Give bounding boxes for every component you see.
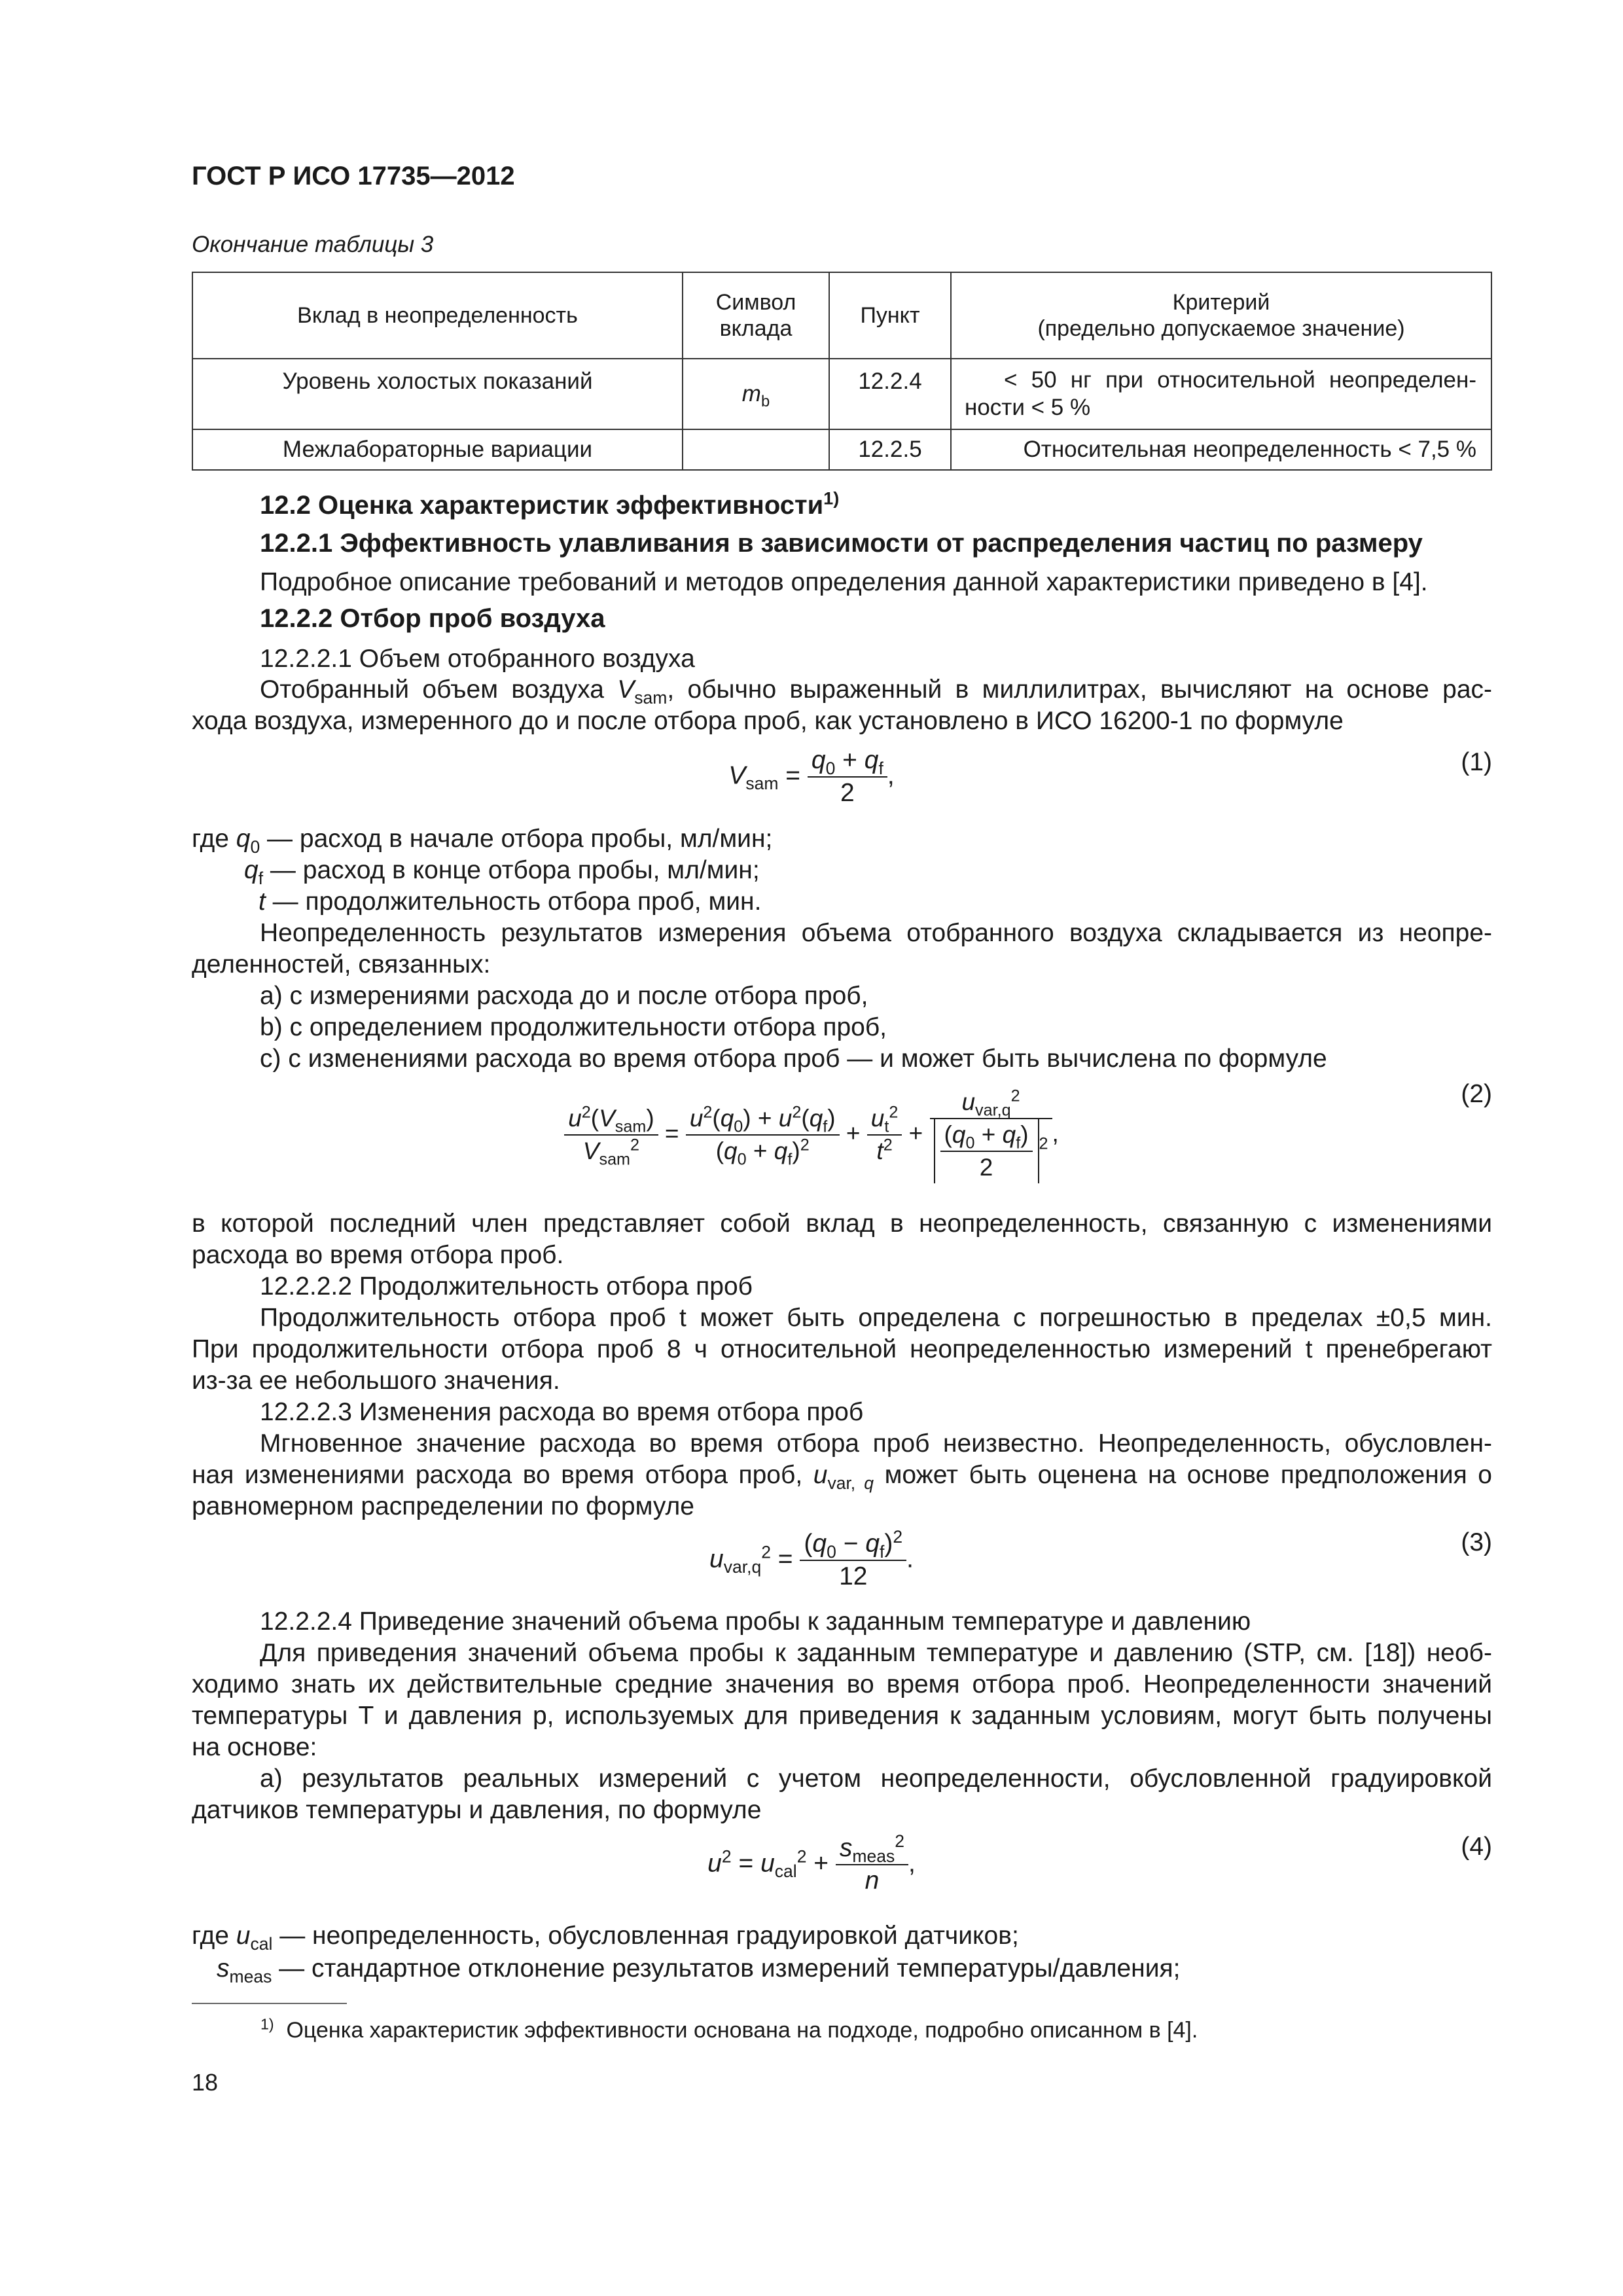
- cell-criterion: Относительная неопределенность < 7,5 %: [951, 429, 1491, 470]
- subheading-12-2-2-3: 12.2.2.3 Изменения расхода во время отбора проб: [260, 1398, 864, 1426]
- table-header-symbol: Символ вклада: [683, 272, 829, 359]
- cell-contribution: Межлабораторные вариации: [192, 429, 683, 470]
- cell-clause: 12.2.4: [829, 359, 951, 429]
- paragraph: в которой последний член представляет собой вклад в неопределенность, связанную с изменениями: [192, 1210, 1492, 1238]
- heading-12-2-1: 12.2.1 Эффективность улавливания в зависимости от распределения частиц по размеру: [260, 529, 1423, 558]
- cell-contribution: Уровень холостых показаний: [192, 359, 683, 429]
- subheading-12-2-2-1: 12.2.2.1 Объем отобранного воздуха: [260, 645, 695, 673]
- formula-3: $u_{var,q}^2$ = $\frac{(q_0 - q_f)^2}{12}$ .: [709, 1527, 914, 1590]
- subheading-12-2-2-4: 12.2.2.4 Приведение значений объема пробы к заданным температуре и давлению: [260, 1607, 1251, 1636]
- paragraph: равномерном распределении по формуле: [192, 1492, 694, 1520]
- paragraph: расхода во время отбора проб.: [192, 1241, 564, 1269]
- uncertainty-table: [192, 272, 1492, 471]
- where-q0: где $q_0$ — расход в начале отбора пробы, мл/мин;: [192, 825, 773, 857]
- table-header-clause: Пункт: [829, 272, 951, 359]
- table-row: [192, 359, 1491, 429]
- formula-2: $u^2(V_{sam})$ $V_{sam}^2$ = $\frac{u^2(q_0) + u^2(q_f)}{(q_0 + q_f)^2}$ + $\frac{u_t^2}{t^2}$ + $u_{var,q}^2$ $\frac{(q_0 + q_f)}{2}$ $^2$ ,: [0, 1086, 1623, 1183]
- paragraph: ная изменениями расхода во время отбора проб, $u_{var, q}$ может быть оценена на основе предположения о: [192, 1461, 1492, 1493]
- table-header-criterion: Критерий (предельно допускаемое значение): [951, 272, 1491, 359]
- footnote: $^{1)}$ Оценка характеристик эффективности основана на подходе, подробно описанном в [4].: [260, 2015, 1198, 2043]
- equation-number: (4): [1461, 1833, 1492, 1861]
- list-item: b) с определением продолжительности отбора проб,: [260, 1013, 887, 1041]
- paragraph: Для приведения значений объема пробы к заданным температуре и давлению (STP, см. [18]) необ-: [260, 1639, 1492, 1667]
- table-row: [192, 429, 1491, 470]
- paragraph: из-за ее небольшого значения.: [192, 1367, 560, 1395]
- list-item: c) с изменениями расхода во время отбора проб — и может быть вычислена по формуле: [260, 1045, 1327, 1073]
- table-header-contribution: Вклад в неопределенность: [192, 272, 683, 359]
- paragraph: Отобранный объем воздуха $V_{sam}$, обычно выраженный в миллилитрах, вычисляют на основе рас-: [260, 675, 1492, 708]
- formula-4: $u^2 = u_{cal}^2$ + $s_{meas}^2$ n ,: [707, 1831, 916, 1895]
- paragraph: Мгновенное значение расхода во время отбора проб неизвестно. Неопределенность, обусловлен-: [260, 1429, 1492, 1458]
- standard-header: ГОСТ Р ИСО 17735—2012: [192, 162, 515, 190]
- where-qf: $q_f$ — расход в конце отбора пробы, мл/мин;: [244, 856, 760, 888]
- equation-number: (2): [1461, 1080, 1492, 1108]
- list-item: a) с измерениями расхода до и после отбора проб,: [260, 982, 868, 1010]
- paragraph: датчиков температуры и давления, по формуле: [192, 1796, 762, 1824]
- equation-number: (3): [1461, 1528, 1492, 1556]
- paragraph: Подробное описание требований и методов определения данной характеристики приведено в [4].: [260, 568, 1428, 596]
- footnote-divider: [192, 2003, 347, 2004]
- where-ucal: где $u_{cal}$ — неопределенность, обусловленная градуировкой датчиков;: [192, 1922, 1019, 1954]
- heading-12-2-2: 12.2.2 Отбор проб воздуха: [260, 604, 605, 633]
- cell-clause: 12.2.5: [829, 429, 951, 470]
- cell-symbol: [683, 429, 829, 470]
- where-smeas: $s_{meas}$ — стандартное отклонение результатов измерений температуры/давления;: [217, 1954, 1181, 1986]
- table-caption: Окончание таблицы 3: [192, 232, 434, 257]
- paragraph: деленностей, связанных:: [192, 950, 491, 978]
- heading-12-2: 12.2 Оценка характеристик эффективности$^{1)}$: [260, 488, 840, 520]
- list-item: a) результатов реальных измерений с учетом неопределенности, обусловленной градуировкой: [260, 1765, 1492, 1793]
- cell-criterion: < 50 нг при относительной неопределен- ности < 5 %: [951, 359, 1491, 429]
- equation-number: (1): [1461, 748, 1492, 776]
- paragraph: Продолжительность отбора проб t может быть определена с погрешностью в пределах ±0,5 мин.: [260, 1304, 1492, 1332]
- paragraph: хода воздуха, измеренного до и после отбора проб, как установлено в ИСО 16200-1 по формуле: [192, 707, 1344, 735]
- cell-symbol: $m_b$: [683, 359, 829, 429]
- paragraph: температуры T и давления p, используемых для приведения к заданным условиям, могут быть получены: [192, 1702, 1492, 1730]
- paragraph: Неопределенность результатов измерения объема отобранного воздуха складывается из неопре-: [260, 919, 1492, 947]
- paragraph: ходимо знать их действительные средние значения во время отбора проб. Неопределенности значений: [192, 1670, 1492, 1698]
- paragraph: на основе:: [192, 1733, 317, 1761]
- where-t: t — продолжительность отбора проб, мин.: [259, 888, 762, 916]
- subheading-12-2-2-2: 12.2.2.2 Продолжительность отбора проб: [260, 1272, 753, 1300]
- page-number: 18: [192, 2069, 219, 2096]
- paragraph: При продолжительности отбора проб 8 ч относительной неопределенностью измерений t пренебрегают: [192, 1335, 1492, 1363]
- formula-1: $V_{sam}$ = $\frac{q_0 + q_f}{2}$ ,: [728, 746, 895, 807]
